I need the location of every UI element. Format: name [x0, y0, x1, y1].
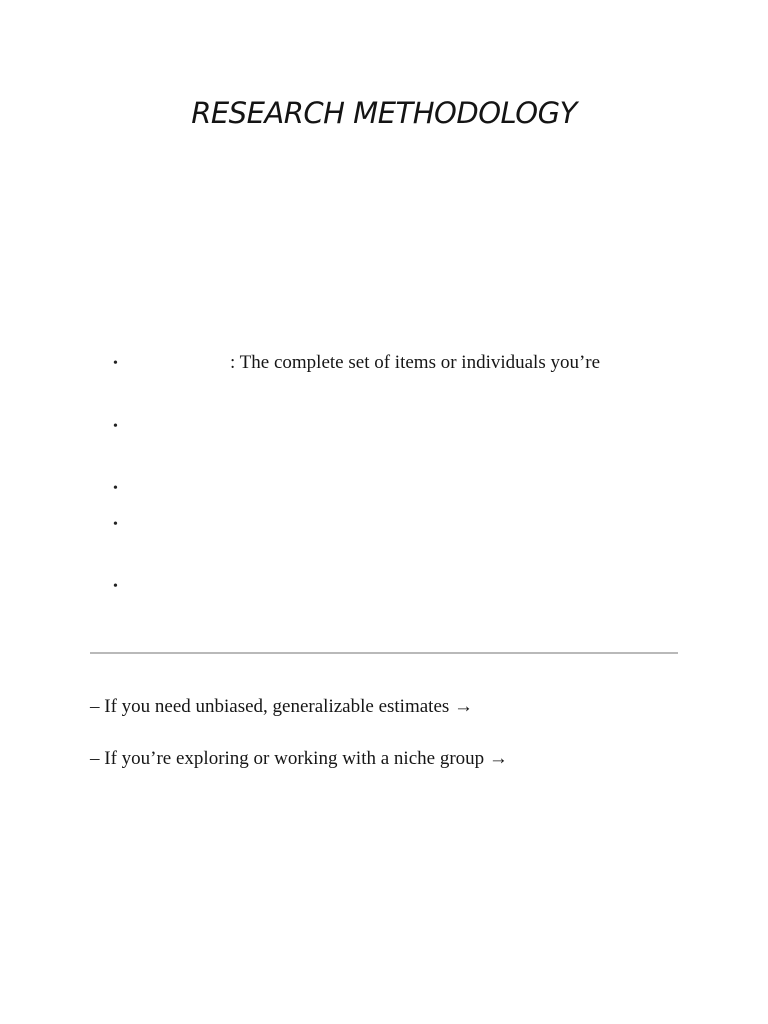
page-title: RESEARCH METHODOLOGY — [191, 96, 577, 130]
bullet-marker: • — [113, 419, 118, 434]
bullet-marker: • — [113, 517, 118, 532]
bullet-marker: • — [113, 579, 118, 594]
bullet-text: : The complete set of items or individuals you’re — [230, 352, 601, 373]
note-line-niche-group: – If you’re exploring or working with a niche group → — [90, 748, 508, 769]
bullet-marker: • — [113, 481, 118, 496]
bullet-marker: • — [113, 356, 118, 371]
horizontal-divider — [90, 652, 678, 654]
note-line-unbiased-estimates: – If you need unbiased, generalizable estimates → — [90, 696, 474, 717]
